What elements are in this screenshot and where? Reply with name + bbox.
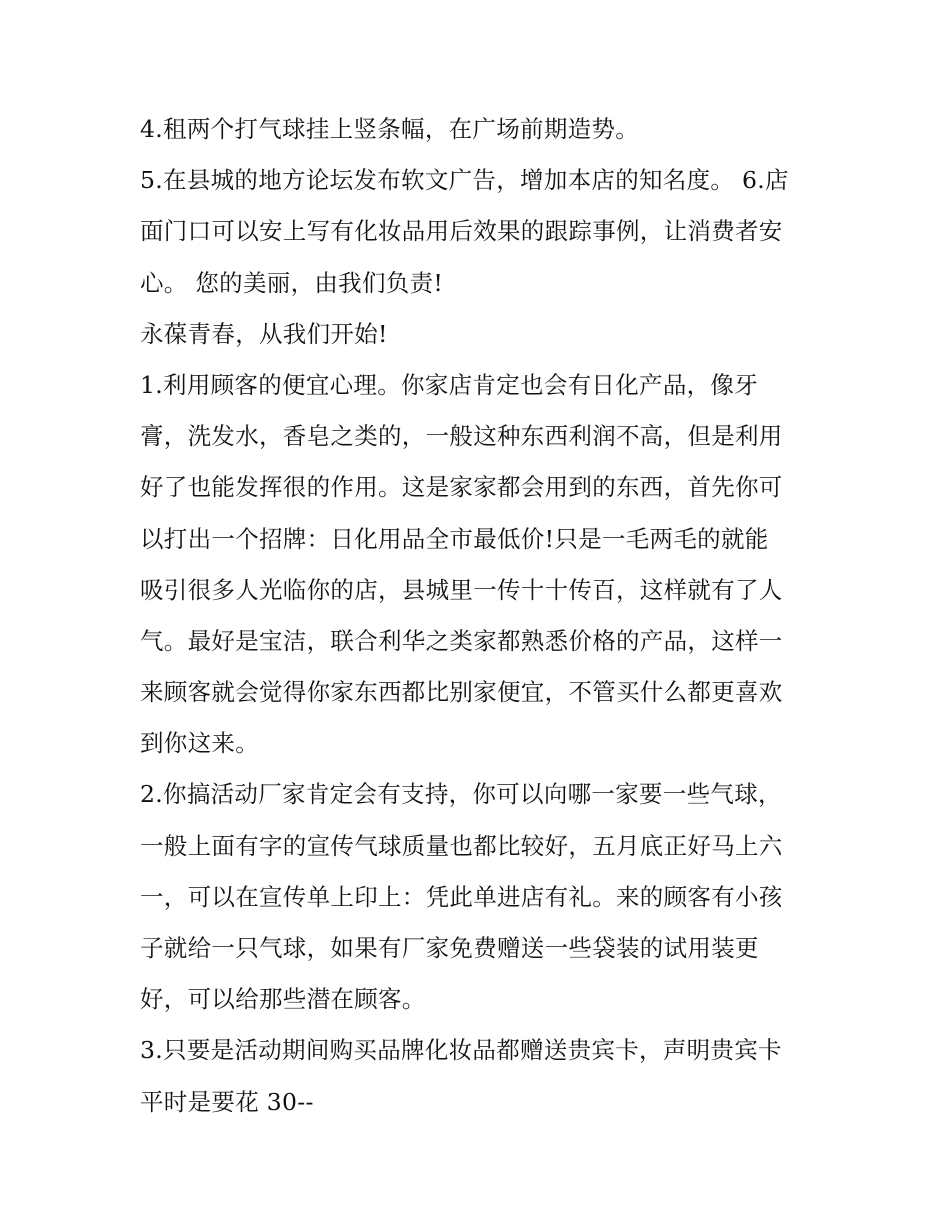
text-line: 到你这来。 [140, 729, 259, 758]
text-line: 2.你搞活动厂家肯定会有支持，你可以向哪一家要一些气球， [140, 780, 782, 809]
text-line: 膏，洗发水，香皂之类的，一般这种东西利润不高，但是利用 [140, 422, 783, 451]
text-line: 永葆青春，从我们开始! [140, 319, 388, 348]
text-line: 4.租两个打气球挂上竖条幅，在广场前期造势。 [140, 115, 640, 143]
document-body [140, 104, 820, 1128]
text-line: 5.在县城的地方论坛发布软文广告，增加本店的知名度。 6.店 [140, 166, 789, 195]
text-line: 一般上面有字的宣传气球质量也都比较好，五月底正好马上六 [140, 831, 783, 860]
text-line: 子就给一只气球，如果有厂家免费赠送一些袋装的试用装更 [140, 934, 759, 962]
text-line: 平时是要花 30-- [140, 1087, 314, 1116]
text-line: 气。最好是宝洁，联合利华之类家都熟悉价格的产品，这样一 [140, 626, 783, 655]
text-line: 3.只要是活动期间购买品牌化妆品都赠送贵宾卡，声明贵宾卡 [140, 1036, 782, 1065]
text-line: 好了也能发挥很的作用。这是家家都会用到的东西，首先你可 [140, 473, 783, 502]
text-line: 一，可以在宣传单上印上：凭此单进店有礼。来的顾客有小孩 [140, 882, 783, 911]
text-line: 来顾客就会觉得你家东西都比别家便宜，不管买什么都更喜欢 [140, 678, 783, 707]
text-line: 1.利用顾客的便宜心理。你家店肯定也会有日化产品，像牙 [140, 370, 759, 399]
text-line: 心。 您的美丽，由我们负责! [140, 268, 444, 297]
text-line: 面门口可以安上写有化妆品用后效果的跟踪事例，让消费者安 [140, 217, 783, 246]
text-line: 吸引很多人光临你的店，县城里一传十十传百，这样就有了人 [140, 575, 783, 604]
text-line: 好，可以给那些潜在顾客。 [140, 985, 426, 1014]
text-line: 以打出一个招牌：日化用品全市最低价!只是一毛两毛的就能 [140, 524, 769, 553]
